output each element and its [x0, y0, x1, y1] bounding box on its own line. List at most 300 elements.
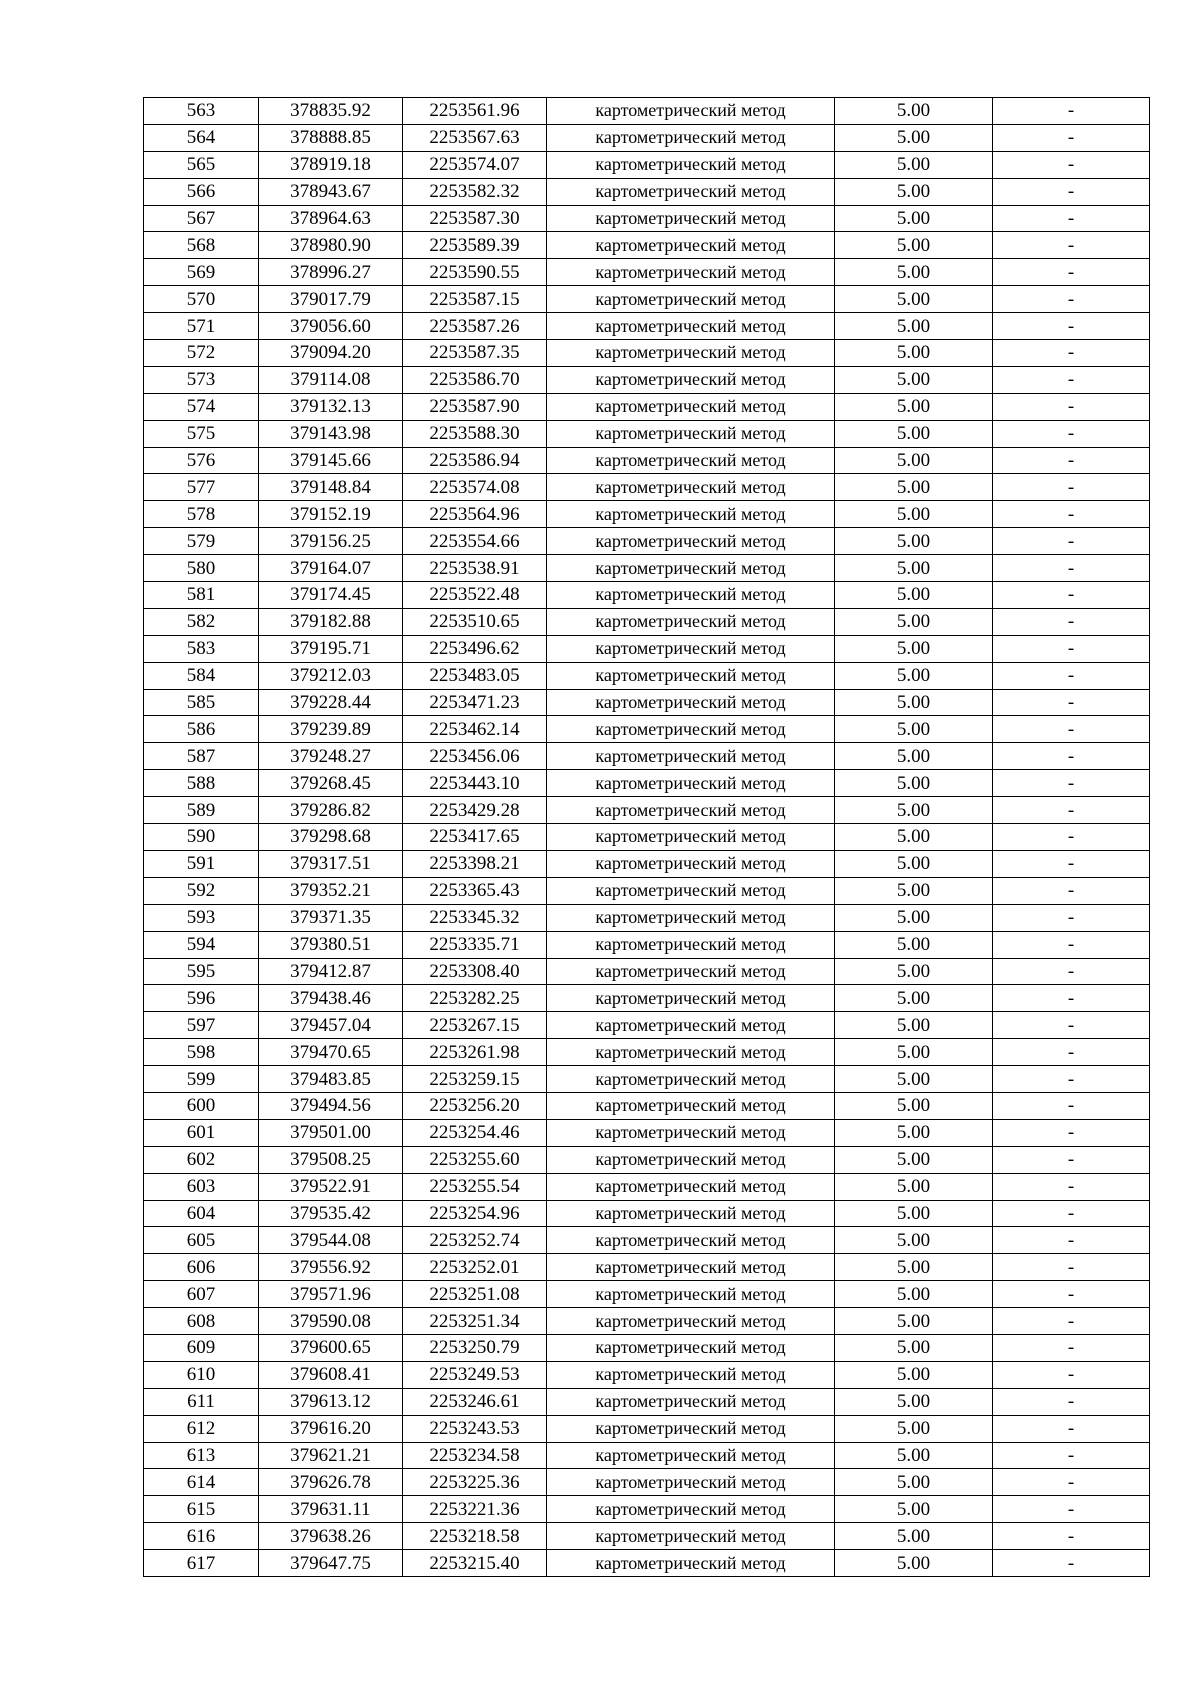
method-cell: картометрический метод	[547, 1227, 835, 1254]
accuracy-cell: 5.00	[835, 1496, 993, 1523]
method-cell: картометрический метод	[547, 1066, 835, 1093]
accuracy-cell: 5.00	[835, 1146, 993, 1173]
table-row	[144, 151, 1150, 178]
point-number-cell: 614	[144, 1469, 259, 1496]
description-cell: -	[993, 1442, 1150, 1469]
description-cell: -	[993, 124, 1150, 151]
x-coordinate-cell: 378996.27	[259, 259, 403, 286]
table-row	[144, 1388, 1150, 1415]
accuracy-cell: 5.00	[835, 259, 993, 286]
point-number-cell: 571	[144, 313, 259, 340]
method-cell: картометрический метод	[547, 877, 835, 904]
description-cell: -	[993, 1039, 1150, 1066]
description-cell: -	[993, 824, 1150, 851]
point-number-cell: 570	[144, 286, 259, 313]
accuracy-cell: 5.00	[835, 528, 993, 555]
table-row	[144, 1334, 1150, 1361]
y-coordinate-cell: 2253483.05	[403, 662, 547, 689]
method-cell: картометрический метод	[547, 662, 835, 689]
point-number-cell: 617	[144, 1550, 259, 1577]
description-cell: -	[993, 958, 1150, 985]
method-cell: картометрический метод	[547, 716, 835, 743]
coordinates-table-body	[144, 98, 1150, 1577]
point-number-cell: 572	[144, 340, 259, 367]
method-cell: картометрический метод	[547, 366, 835, 393]
accuracy-cell: 5.00	[835, 205, 993, 232]
description-cell: -	[993, 555, 1150, 582]
table-row	[144, 904, 1150, 931]
accuracy-cell: 5.00	[835, 1334, 993, 1361]
x-coordinate-cell: 379174.45	[259, 582, 403, 609]
method-cell: картометрический метод	[547, 1039, 835, 1066]
table-row	[144, 98, 1150, 125]
y-coordinate-cell: 2253255.54	[403, 1173, 547, 1200]
table-row	[144, 635, 1150, 662]
x-coordinate-cell: 379298.68	[259, 824, 403, 851]
description-cell: -	[993, 1200, 1150, 1227]
table-row	[144, 1469, 1150, 1496]
table-row	[144, 743, 1150, 770]
y-coordinate-cell: 2253250.79	[403, 1334, 547, 1361]
point-number-cell: 605	[144, 1227, 259, 1254]
description-cell: -	[993, 1146, 1150, 1173]
x-coordinate-cell: 379412.87	[259, 958, 403, 985]
table-row	[144, 797, 1150, 824]
description-cell: -	[993, 420, 1150, 447]
accuracy-cell: 5.00	[835, 1254, 993, 1281]
y-coordinate-cell: 2253587.30	[403, 205, 547, 232]
y-coordinate-cell: 2253254.46	[403, 1119, 547, 1146]
x-coordinate-cell: 379501.00	[259, 1119, 403, 1146]
point-number-cell: 581	[144, 582, 259, 609]
x-coordinate-cell: 379522.91	[259, 1173, 403, 1200]
accuracy-cell: 5.00	[835, 582, 993, 609]
x-coordinate-cell: 379535.42	[259, 1200, 403, 1227]
x-coordinate-cell: 379143.98	[259, 420, 403, 447]
y-coordinate-cell: 2253589.39	[403, 232, 547, 259]
y-coordinate-cell: 2253456.06	[403, 743, 547, 770]
x-coordinate-cell: 379182.88	[259, 608, 403, 635]
description-cell: -	[993, 1173, 1150, 1200]
y-coordinate-cell: 2253510.65	[403, 608, 547, 635]
method-cell: картометрический метод	[547, 689, 835, 716]
y-coordinate-cell: 2253246.61	[403, 1388, 547, 1415]
accuracy-cell: 5.00	[835, 743, 993, 770]
y-coordinate-cell: 2253561.96	[403, 98, 547, 125]
x-coordinate-cell: 378980.90	[259, 232, 403, 259]
point-number-cell: 583	[144, 635, 259, 662]
accuracy-cell: 5.00	[835, 877, 993, 904]
method-cell: картометрический метод	[547, 420, 835, 447]
table-row	[144, 582, 1150, 609]
method-cell: картометрический метод	[547, 824, 835, 851]
point-number-cell: 563	[144, 98, 259, 125]
description-cell: -	[993, 1066, 1150, 1093]
method-cell: картометрический метод	[547, 931, 835, 958]
y-coordinate-cell: 2253429.28	[403, 797, 547, 824]
accuracy-cell: 5.00	[835, 689, 993, 716]
y-coordinate-cell: 2253256.20	[403, 1092, 547, 1119]
point-number-cell: 613	[144, 1442, 259, 1469]
x-coordinate-cell: 379457.04	[259, 1012, 403, 1039]
accuracy-cell: 5.00	[835, 1550, 993, 1577]
point-number-cell: 564	[144, 124, 259, 151]
accuracy-cell: 5.00	[835, 286, 993, 313]
accuracy-cell: 5.00	[835, 447, 993, 474]
table-row	[144, 1092, 1150, 1119]
table-row	[144, 1227, 1150, 1254]
y-coordinate-cell: 2253587.26	[403, 313, 547, 340]
point-number-cell: 593	[144, 904, 259, 931]
y-coordinate-cell: 2253218.58	[403, 1523, 547, 1550]
method-cell: картометрический метод	[547, 151, 835, 178]
point-number-cell: 567	[144, 205, 259, 232]
accuracy-cell: 5.00	[835, 931, 993, 958]
point-number-cell: 598	[144, 1039, 259, 1066]
method-cell: картометрический метод	[547, 1550, 835, 1577]
description-cell: -	[993, 474, 1150, 501]
method-cell: картометрический метод	[547, 1361, 835, 1388]
description-cell: -	[993, 662, 1150, 689]
method-cell: картометрический метод	[547, 1173, 835, 1200]
x-coordinate-cell: 379647.75	[259, 1550, 403, 1577]
accuracy-cell: 5.00	[835, 393, 993, 420]
description-cell: -	[993, 635, 1150, 662]
description-cell: -	[993, 178, 1150, 205]
x-coordinate-cell: 379017.79	[259, 286, 403, 313]
table-row	[144, 474, 1150, 501]
x-coordinate-cell: 379132.13	[259, 393, 403, 420]
accuracy-cell: 5.00	[835, 1039, 993, 1066]
x-coordinate-cell: 379195.71	[259, 635, 403, 662]
description-cell: -	[993, 1523, 1150, 1550]
y-coordinate-cell: 2253590.55	[403, 259, 547, 286]
description-cell: -	[993, 770, 1150, 797]
y-coordinate-cell: 2253345.32	[403, 904, 547, 931]
x-coordinate-cell: 379571.96	[259, 1281, 403, 1308]
x-coordinate-cell: 379317.51	[259, 850, 403, 877]
point-number-cell: 597	[144, 1012, 259, 1039]
description-cell: -	[993, 286, 1150, 313]
x-coordinate-cell: 379268.45	[259, 770, 403, 797]
table-row	[144, 824, 1150, 851]
x-coordinate-cell: 379145.66	[259, 447, 403, 474]
x-coordinate-cell: 379239.89	[259, 716, 403, 743]
accuracy-cell: 5.00	[835, 178, 993, 205]
method-cell: картометрический метод	[547, 340, 835, 367]
method-cell: картометрический метод	[547, 797, 835, 824]
table-row	[144, 958, 1150, 985]
accuracy-cell: 5.00	[835, 1388, 993, 1415]
description-cell: -	[993, 1334, 1150, 1361]
point-number-cell: 616	[144, 1523, 259, 1550]
point-number-cell: 606	[144, 1254, 259, 1281]
y-coordinate-cell: 2253587.90	[403, 393, 547, 420]
table-row	[144, 1146, 1150, 1173]
x-coordinate-cell: 379148.84	[259, 474, 403, 501]
y-coordinate-cell: 2253252.74	[403, 1227, 547, 1254]
point-number-cell: 579	[144, 528, 259, 555]
accuracy-cell: 5.00	[835, 797, 993, 824]
point-number-cell: 574	[144, 393, 259, 420]
point-number-cell: 603	[144, 1173, 259, 1200]
x-coordinate-cell: 379438.46	[259, 985, 403, 1012]
table-row	[144, 1200, 1150, 1227]
accuracy-cell: 5.00	[835, 366, 993, 393]
point-number-cell: 566	[144, 178, 259, 205]
x-coordinate-cell: 379600.65	[259, 1334, 403, 1361]
method-cell: картометрический метод	[547, 958, 835, 985]
point-number-cell: 578	[144, 501, 259, 528]
accuracy-cell: 5.00	[835, 313, 993, 340]
description-cell: -	[993, 1254, 1150, 1281]
accuracy-cell: 5.00	[835, 1227, 993, 1254]
description-cell: -	[993, 904, 1150, 931]
y-coordinate-cell: 2253251.08	[403, 1281, 547, 1308]
accuracy-cell: 5.00	[835, 151, 993, 178]
description-cell: -	[993, 1012, 1150, 1039]
y-coordinate-cell: 2253588.30	[403, 420, 547, 447]
point-number-cell: 591	[144, 850, 259, 877]
y-coordinate-cell: 2253471.23	[403, 689, 547, 716]
description-cell: -	[993, 797, 1150, 824]
method-cell: картометрический метод	[547, 528, 835, 555]
x-coordinate-cell: 378943.67	[259, 178, 403, 205]
point-number-cell: 573	[144, 366, 259, 393]
x-coordinate-cell: 379621.21	[259, 1442, 403, 1469]
method-cell: картометрический метод	[547, 1092, 835, 1119]
point-number-cell: 610	[144, 1361, 259, 1388]
accuracy-cell: 5.00	[835, 958, 993, 985]
table-row	[144, 931, 1150, 958]
y-coordinate-cell: 2253255.60	[403, 1146, 547, 1173]
description-cell: -	[993, 985, 1150, 1012]
accuracy-cell: 5.00	[835, 474, 993, 501]
y-coordinate-cell: 2253251.34	[403, 1308, 547, 1335]
accuracy-cell: 5.00	[835, 1308, 993, 1335]
point-number-cell: 599	[144, 1066, 259, 1093]
accuracy-cell: 5.00	[835, 1200, 993, 1227]
description-cell: -	[993, 689, 1150, 716]
table-row	[144, 205, 1150, 232]
method-cell: картометрический метод	[547, 98, 835, 125]
y-coordinate-cell: 2253522.48	[403, 582, 547, 609]
table-row	[144, 1308, 1150, 1335]
y-coordinate-cell: 2253261.98	[403, 1039, 547, 1066]
table-row	[144, 716, 1150, 743]
x-coordinate-cell: 379590.08	[259, 1308, 403, 1335]
method-cell: картометрический метод	[547, 1523, 835, 1550]
description-cell: -	[993, 447, 1150, 474]
method-cell: картометрический метод	[547, 286, 835, 313]
y-coordinate-cell: 2253221.36	[403, 1496, 547, 1523]
method-cell: картометрический метод	[547, 1415, 835, 1442]
point-number-cell: 588	[144, 770, 259, 797]
x-coordinate-cell: 378888.85	[259, 124, 403, 151]
x-coordinate-cell: 379056.60	[259, 313, 403, 340]
table-row	[144, 608, 1150, 635]
table-row	[144, 1442, 1150, 1469]
x-coordinate-cell: 379114.08	[259, 366, 403, 393]
point-number-cell: 602	[144, 1146, 259, 1173]
x-coordinate-cell: 379608.41	[259, 1361, 403, 1388]
x-coordinate-cell: 379212.03	[259, 662, 403, 689]
table-row	[144, 340, 1150, 367]
table-row	[144, 447, 1150, 474]
accuracy-cell: 5.00	[835, 850, 993, 877]
table-row	[144, 662, 1150, 689]
point-number-cell: 611	[144, 1388, 259, 1415]
table-row	[144, 178, 1150, 205]
y-coordinate-cell: 2253574.07	[403, 151, 547, 178]
table-row	[144, 1039, 1150, 1066]
table-row	[144, 689, 1150, 716]
description-cell: -	[993, 1308, 1150, 1335]
table-row	[144, 1550, 1150, 1577]
table-row	[144, 232, 1150, 259]
accuracy-cell: 5.00	[835, 985, 993, 1012]
y-coordinate-cell: 2253215.40	[403, 1550, 547, 1577]
y-coordinate-cell: 2253417.65	[403, 824, 547, 851]
y-coordinate-cell: 2253282.25	[403, 985, 547, 1012]
point-number-cell: 608	[144, 1308, 259, 1335]
x-coordinate-cell: 378919.18	[259, 151, 403, 178]
method-cell: картометрический метод	[547, 850, 835, 877]
y-coordinate-cell: 2253586.94	[403, 447, 547, 474]
method-cell: картометрический метод	[547, 124, 835, 151]
y-coordinate-cell: 2253564.96	[403, 501, 547, 528]
x-coordinate-cell: 379631.11	[259, 1496, 403, 1523]
description-cell: -	[993, 1119, 1150, 1146]
table-row	[144, 850, 1150, 877]
method-cell: картометрический метод	[547, 555, 835, 582]
method-cell: картометрический метод	[547, 232, 835, 259]
description-cell: -	[993, 259, 1150, 286]
x-coordinate-cell: 379638.26	[259, 1523, 403, 1550]
table-row	[144, 555, 1150, 582]
point-number-cell: 586	[144, 716, 259, 743]
y-coordinate-cell: 2253243.53	[403, 1415, 547, 1442]
table-row	[144, 286, 1150, 313]
accuracy-cell: 5.00	[835, 1523, 993, 1550]
point-number-cell: 589	[144, 797, 259, 824]
y-coordinate-cell: 2253308.40	[403, 958, 547, 985]
description-cell: -	[993, 1092, 1150, 1119]
table-row	[144, 528, 1150, 555]
x-coordinate-cell: 379494.56	[259, 1092, 403, 1119]
x-coordinate-cell: 379380.51	[259, 931, 403, 958]
point-number-cell: 607	[144, 1281, 259, 1308]
description-cell: -	[993, 1388, 1150, 1415]
x-coordinate-cell: 379544.08	[259, 1227, 403, 1254]
method-cell: картометрический метод	[547, 178, 835, 205]
description-cell: -	[993, 582, 1150, 609]
description-cell: -	[993, 528, 1150, 555]
point-number-cell: 604	[144, 1200, 259, 1227]
description-cell: -	[993, 205, 1150, 232]
table-row	[144, 124, 1150, 151]
description-cell: -	[993, 1227, 1150, 1254]
description-cell: -	[993, 1496, 1150, 1523]
y-coordinate-cell: 2253254.96	[403, 1200, 547, 1227]
y-coordinate-cell: 2253587.15	[403, 286, 547, 313]
y-coordinate-cell: 2253496.62	[403, 635, 547, 662]
y-coordinate-cell: 2253234.58	[403, 1442, 547, 1469]
table-row	[144, 1496, 1150, 1523]
table-row	[144, 313, 1150, 340]
table-row	[144, 877, 1150, 904]
method-cell: картометрический метод	[547, 1119, 835, 1146]
accuracy-cell: 5.00	[835, 716, 993, 743]
table-row	[144, 1066, 1150, 1093]
method-cell: картометрический метод	[547, 1388, 835, 1415]
point-number-cell: 595	[144, 958, 259, 985]
y-coordinate-cell: 2253398.21	[403, 850, 547, 877]
description-cell: -	[993, 1281, 1150, 1308]
x-coordinate-cell: 379556.92	[259, 1254, 403, 1281]
description-cell: -	[993, 151, 1150, 178]
accuracy-cell: 5.00	[835, 98, 993, 125]
x-coordinate-cell: 379483.85	[259, 1066, 403, 1093]
method-cell: картометрический метод	[547, 1200, 835, 1227]
x-coordinate-cell: 379286.82	[259, 797, 403, 824]
description-cell: -	[993, 340, 1150, 367]
point-number-cell: 575	[144, 420, 259, 447]
x-coordinate-cell: 379352.21	[259, 877, 403, 904]
x-coordinate-cell: 379164.07	[259, 555, 403, 582]
method-cell: картометрический метод	[547, 1308, 835, 1335]
method-cell: картометрический метод	[547, 259, 835, 286]
accuracy-cell: 5.00	[835, 1361, 993, 1388]
table-row	[144, 1173, 1150, 1200]
y-coordinate-cell: 2253538.91	[403, 555, 547, 582]
point-number-cell: 600	[144, 1092, 259, 1119]
x-coordinate-cell: 379156.25	[259, 528, 403, 555]
description-cell: -	[993, 393, 1150, 420]
method-cell: картометрический метод	[547, 205, 835, 232]
description-cell: -	[993, 98, 1150, 125]
accuracy-cell: 5.00	[835, 1012, 993, 1039]
description-cell: -	[993, 877, 1150, 904]
method-cell: картометрический метод	[547, 985, 835, 1012]
description-cell: -	[993, 608, 1150, 635]
description-cell: -	[993, 366, 1150, 393]
coordinates-table	[143, 97, 1150, 1577]
table-row	[144, 770, 1150, 797]
x-coordinate-cell: 379152.19	[259, 501, 403, 528]
method-cell: картометрический метод	[547, 1496, 835, 1523]
method-cell: картометрический метод	[547, 1469, 835, 1496]
table-row	[144, 1281, 1150, 1308]
accuracy-cell: 5.00	[835, 1469, 993, 1496]
accuracy-cell: 5.00	[835, 1415, 993, 1442]
table-row	[144, 985, 1150, 1012]
y-coordinate-cell: 2253249.53	[403, 1361, 547, 1388]
method-cell: картометрический метод	[547, 582, 835, 609]
y-coordinate-cell: 2253587.35	[403, 340, 547, 367]
point-number-cell: 580	[144, 555, 259, 582]
table-row	[144, 501, 1150, 528]
point-number-cell: 609	[144, 1334, 259, 1361]
y-coordinate-cell: 2253462.14	[403, 716, 547, 743]
y-coordinate-cell: 2253335.71	[403, 931, 547, 958]
description-cell: -	[993, 1550, 1150, 1577]
method-cell: картометрический метод	[547, 770, 835, 797]
point-number-cell: 594	[144, 931, 259, 958]
accuracy-cell: 5.00	[835, 635, 993, 662]
method-cell: картометрический метод	[547, 447, 835, 474]
table-row	[144, 1254, 1150, 1281]
